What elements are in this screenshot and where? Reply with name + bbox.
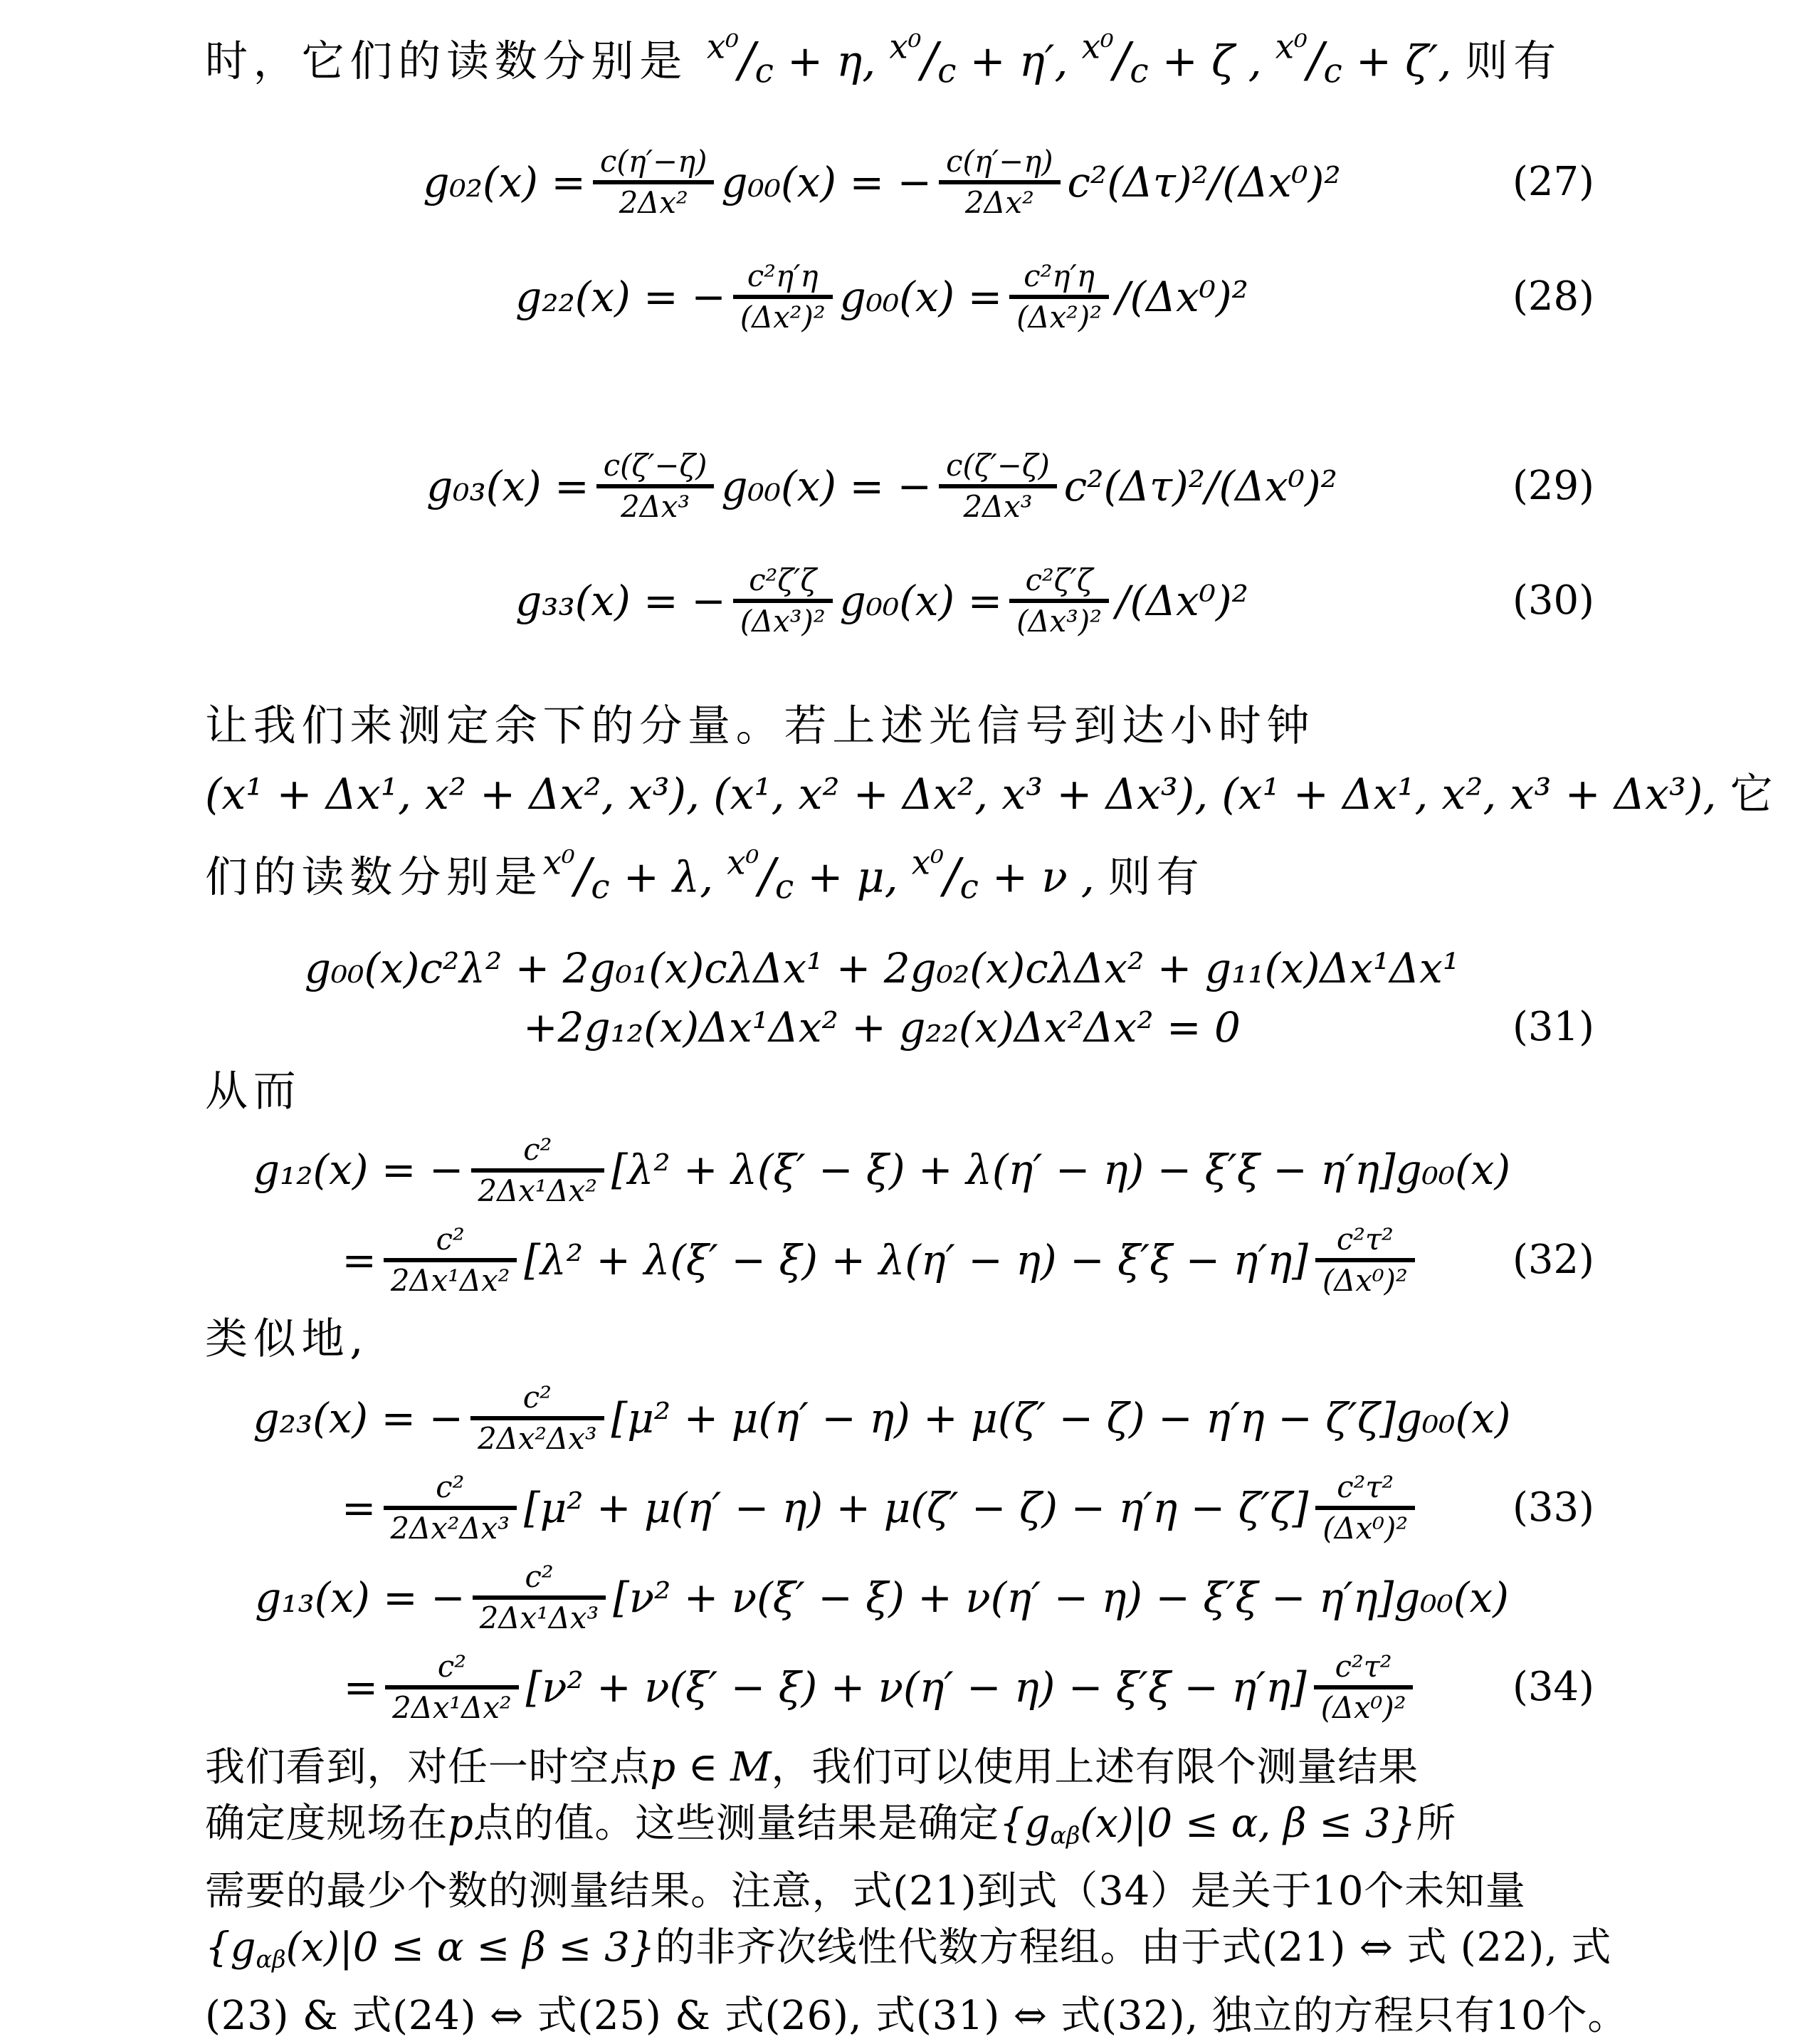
math-text: + λ, (609, 853, 727, 903)
text-line (205, 760, 1779, 829)
chinese-text: 时，它们的读数分别是 (205, 36, 707, 87)
fraction-denominator: 2Δx¹Δx³ (479, 1600, 599, 1635)
paragraph (205, 1057, 1701, 1126)
inline-fraction-numerator: x⁰ (706, 28, 740, 66)
equation-number: (31) (1512, 1004, 1594, 1051)
subscript-text: αβ (1050, 1821, 1080, 1850)
math-text: + ν , (978, 853, 1108, 903)
equation-line (205, 441, 1701, 531)
chinese-text: 则有 (1465, 36, 1562, 87)
fraction (1315, 1221, 1415, 1299)
math-text: [μ² + μ(η′ − η) + μ(ζ′ − ζ) − η′η − ζ′ζ]g₀₀(x) (611, 1393, 1511, 1442)
fraction-slash: / (739, 31, 755, 88)
math-text: [λ² + λ(ξ′ − ξ) + λ(η′ − η) − ξ′ξ − η′η] (524, 1235, 1308, 1284)
math-text: + μ, (794, 853, 912, 903)
paragraph (205, 13, 1701, 105)
fraction (1315, 1469, 1415, 1547)
inline-fraction-numerator: x⁰ (889, 28, 922, 66)
inline-fraction-denominator: c (937, 52, 957, 91)
math-text: + ζ , (1148, 36, 1275, 87)
equation-line (205, 1126, 1701, 1215)
math-text: (x)|0 ≤ α, β ≤ 3} (1080, 1801, 1416, 1847)
fraction-numerator: c²ζ′ζ (1025, 562, 1093, 598)
fraction-numerator: c(ζ′−ζ) (946, 448, 1050, 483)
fraction-numerator: c² (522, 1379, 552, 1415)
fraction (1009, 258, 1109, 336)
text-line (205, 1796, 1701, 1863)
fraction-slash: / (1113, 31, 1130, 88)
inline-fraction-numerator: x⁰ (911, 844, 944, 883)
fraction-numerator: c² (436, 1469, 465, 1504)
fraction-denominator: (Δx²)² (740, 300, 826, 335)
fraction-denominator: (Δx³)² (740, 604, 826, 639)
fraction-denominator: (Δx⁰)² (1322, 1510, 1409, 1546)
text-line (205, 692, 1701, 760)
inline-fraction (889, 28, 957, 91)
fraction-numerator: c²τ² (1335, 1648, 1392, 1684)
chinese-text: 让我们来测定余下的分量。若上述光信号到达小时钟 (205, 701, 1315, 752)
fraction-denominator: 2Δx¹Δx² (392, 1689, 512, 1725)
math-text: (x¹ + Δx¹, x² + Δx², x³), (x¹, x² + Δx², x³ + Δx³), (x¹ + Δx¹, x², x³ + Δx³), (205, 770, 1730, 820)
paragraph (205, 692, 1779, 921)
paragraph (205, 1739, 1701, 2044)
math-text: + η, (773, 36, 890, 87)
fraction (470, 1379, 604, 1457)
fraction-numerator: c² (525, 1558, 554, 1594)
chinese-text: 从而 (205, 1066, 302, 1116)
fraction-denominator: 2Δx²Δx³ (390, 1510, 510, 1546)
text-line (205, 1739, 1701, 1796)
chinese-text: 点的值。这些测量结果是确定 (473, 1801, 999, 1847)
equation-block (205, 252, 1701, 342)
fraction-slash: / (921, 31, 938, 88)
math-text: g₁₃(x) = − (255, 1573, 465, 1622)
equation-block (205, 1553, 1701, 1732)
equation-line (205, 1642, 1701, 1732)
subscript-text: αβ (256, 1945, 286, 1974)
equation-line (205, 1463, 1701, 1553)
fraction (1009, 562, 1109, 640)
math-text: g₀₂(x) = (423, 157, 586, 206)
text-line (205, 1988, 1701, 2044)
math-text: = (342, 1235, 377, 1284)
math-text: [ν² + ν(ξ′ − ξ) + ν(η′ − η) − ξ′ξ − η′η]g₀₀(x) (613, 1573, 1509, 1622)
fraction-denominator: (Δx³)² (1016, 604, 1102, 639)
fraction-denominator: (Δx⁰)² (1320, 1689, 1406, 1725)
math-text: = (341, 1483, 377, 1532)
fraction-denominator: 2Δx² (964, 185, 1034, 221)
math-text: /(Δx⁰)² (1115, 272, 1248, 321)
chinese-text: 类似地, (205, 1314, 369, 1364)
chinese-text: 我们看到，对任一时空点 (205, 1744, 651, 1791)
equation-line (205, 1215, 1701, 1305)
inline-fraction-denominator: c (591, 868, 610, 907)
fraction-numerator: c²η′η (1024, 258, 1095, 294)
fraction-denominator: 2Δx² (619, 185, 688, 221)
fraction (471, 1131, 604, 1210)
paragraph (205, 1305, 1701, 1373)
math-text: {g (205, 1924, 256, 1971)
chinese-text: 则有 (1108, 853, 1205, 903)
math-text: /(Δx⁰)² (1115, 576, 1248, 625)
inline-fraction-denominator: c (1323, 52, 1342, 91)
math-text: c²(Δτ)²/(Δx⁰)² (1063, 461, 1337, 510)
fraction-slash: / (943, 848, 960, 904)
math-text: g₀₀(x) = − (721, 461, 932, 510)
fraction-numerator: c² (437, 1648, 466, 1684)
fraction (385, 1648, 518, 1726)
inline-fraction-numerator: x⁰ (1081, 28, 1114, 66)
math-text: g₀₀(x) = − (721, 157, 932, 206)
fraction-numerator: c² (523, 1131, 552, 1167)
inline-fraction-numerator: x⁰ (542, 844, 575, 883)
equation-line (205, 137, 1701, 227)
chinese-text: (23) & 式(24) ⇔ 式(25) & 式(26), 式(31) ⇔ 式(32), 独立的方程只有10个。 (205, 1992, 1629, 2039)
text-line (205, 13, 1701, 105)
math-text: g₀₀(x)c²λ² + 2g₀₁(x)cλΔx¹ + 2g₀₂(x)cλΔx² + g₁₁(x)Δx¹Δx¹ (304, 944, 1460, 993)
equation-number: (33) (1512, 1484, 1594, 1531)
inline-fraction-denominator: c (959, 868, 979, 907)
inline-fraction-denominator: c (754, 52, 774, 91)
equation-line (205, 939, 1701, 998)
math-text: g₂₃(x) = − (253, 1393, 464, 1442)
math-text: = (343, 1662, 379, 1712)
fraction-denominator: 2Δx¹Δx² (478, 1173, 597, 1208)
fraction-denominator: (Δx⁰)² (1322, 1262, 1408, 1298)
equation-block (205, 137, 1701, 227)
fraction-numerator: c²τ² (1336, 1221, 1394, 1257)
fraction-slash: / (574, 848, 591, 904)
fraction (593, 143, 714, 221)
fraction (473, 1558, 606, 1637)
math-text: g₀₃(x) = (426, 461, 589, 510)
text-line (205, 829, 1701, 921)
fraction (1314, 1648, 1414, 1726)
math-text: c²(Δτ)²/(Δx⁰)² (1067, 157, 1341, 206)
fraction (939, 143, 1060, 221)
equation-line (205, 998, 1701, 1057)
fraction-slash: / (1307, 31, 1324, 88)
math-text: g₀₀(x) = (839, 272, 1003, 321)
equation-number: (29) (1512, 463, 1594, 510)
math-text: (x)|0 ≤ α ≤ β ≤ 3} (285, 1924, 656, 1971)
math-text: p (448, 1801, 473, 1847)
text-line (205, 1057, 1701, 1126)
equation-block (205, 441, 1701, 531)
math-text: [μ² + μ(η′ − η) + μ(ζ′ − ζ) − η′η − ζ′ζ] (523, 1483, 1309, 1532)
fraction-numerator: c(η′−η) (946, 144, 1053, 179)
equation-line (205, 1373, 1701, 1463)
math-text: [λ² + λ(ξ′ − ξ) + λ(η′ − η) − ξ′ξ − η′η]g₀₀(x) (611, 1146, 1511, 1195)
fraction-denominator: (Δx²)² (1016, 300, 1102, 335)
fraction-numerator: c(η′−η) (599, 144, 707, 179)
equation-number: (34) (1512, 1663, 1594, 1710)
inline-fraction-denominator: c (1130, 52, 1149, 91)
math-text: p ∈ M (650, 1744, 772, 1791)
math-text: +2g₁₂(x)Δx¹Δx² + g₂₂(x)Δx²Δx² = 0 (523, 1003, 1241, 1052)
chinese-text: 需要的最少个数的测量结果。注意，式(21)到式（34）是关于10个未知量 (205, 1868, 1526, 1915)
equation-block (205, 1373, 1701, 1553)
inline-fraction-numerator: x⁰ (1275, 28, 1308, 66)
equation-block (205, 556, 1701, 646)
inline-fraction (706, 28, 774, 91)
fraction-denominator: 2Δx²Δx³ (478, 1420, 597, 1456)
chinese-text: 们的读数分别是 (205, 853, 543, 903)
math-text: {g (999, 1801, 1051, 1847)
fraction-slash: / (759, 848, 776, 904)
equation-line (205, 556, 1701, 646)
fraction-numerator: c(ζ′−ζ) (603, 448, 707, 483)
math-text: + ζ′, (1342, 36, 1466, 87)
chinese-text: 它 (1730, 770, 1779, 820)
inline-fraction (1275, 28, 1342, 91)
equation-block (205, 1126, 1701, 1305)
math-text: + η′, (956, 36, 1082, 87)
equation-block (205, 939, 1701, 1057)
fraction (939, 447, 1057, 525)
fraction (384, 1221, 517, 1299)
fraction (596, 447, 715, 525)
fraction (733, 562, 833, 640)
fraction (384, 1469, 517, 1547)
math-text: g₀₀(x) = (839, 576, 1003, 625)
math-text: g₃₃(x) = − (515, 576, 726, 625)
fraction-denominator: 2Δx³ (621, 489, 690, 525)
fraction-numerator: c²ζ′ζ (749, 562, 817, 598)
fraction (733, 258, 833, 336)
equation-line (205, 252, 1701, 342)
fraction-numerator: c² (436, 1221, 465, 1257)
equation-number: (27) (1512, 158, 1594, 205)
equation-number: (32) (1512, 1236, 1594, 1283)
fraction-numerator: c²η′η (747, 258, 819, 294)
text-line (205, 1305, 1701, 1373)
inline-fraction (911, 844, 979, 907)
math-text: g₁₂(x) = − (253, 1146, 464, 1195)
fraction-numerator: c²τ² (1337, 1469, 1394, 1504)
inline-fraction-denominator: c (775, 868, 794, 907)
inline-fraction (1081, 28, 1149, 91)
chinese-text: 所 (1416, 1801, 1457, 1847)
equation-line (205, 1553, 1701, 1642)
math-text: [ν² + ν(ξ′ − ξ) + ν(η′ − η) − ξ′ξ − η′η] (525, 1662, 1307, 1712)
fraction-denominator: 2Δx¹Δx² (390, 1262, 510, 1298)
inline-fraction (727, 844, 794, 907)
inline-fraction-numerator: x⁰ (727, 844, 759, 883)
inline-fraction (542, 844, 610, 907)
math-text: g₂₂(x) = − (515, 272, 726, 321)
text-line (205, 1919, 1701, 1987)
text-line (205, 1863, 1701, 1919)
fraction-denominator: 2Δx³ (963, 489, 1033, 525)
chinese-text: 的非齐次线性代数方程组。由于式(21) ⇔ 式 (22), 式 (655, 1924, 1612, 1971)
chinese-text: ，我们可以使用上述有限个测量结果 (771, 1744, 1419, 1791)
equation-number: (28) (1512, 273, 1594, 320)
chinese-text: 确定度规场在 (205, 1801, 448, 1847)
equation-number: (30) (1512, 577, 1594, 624)
